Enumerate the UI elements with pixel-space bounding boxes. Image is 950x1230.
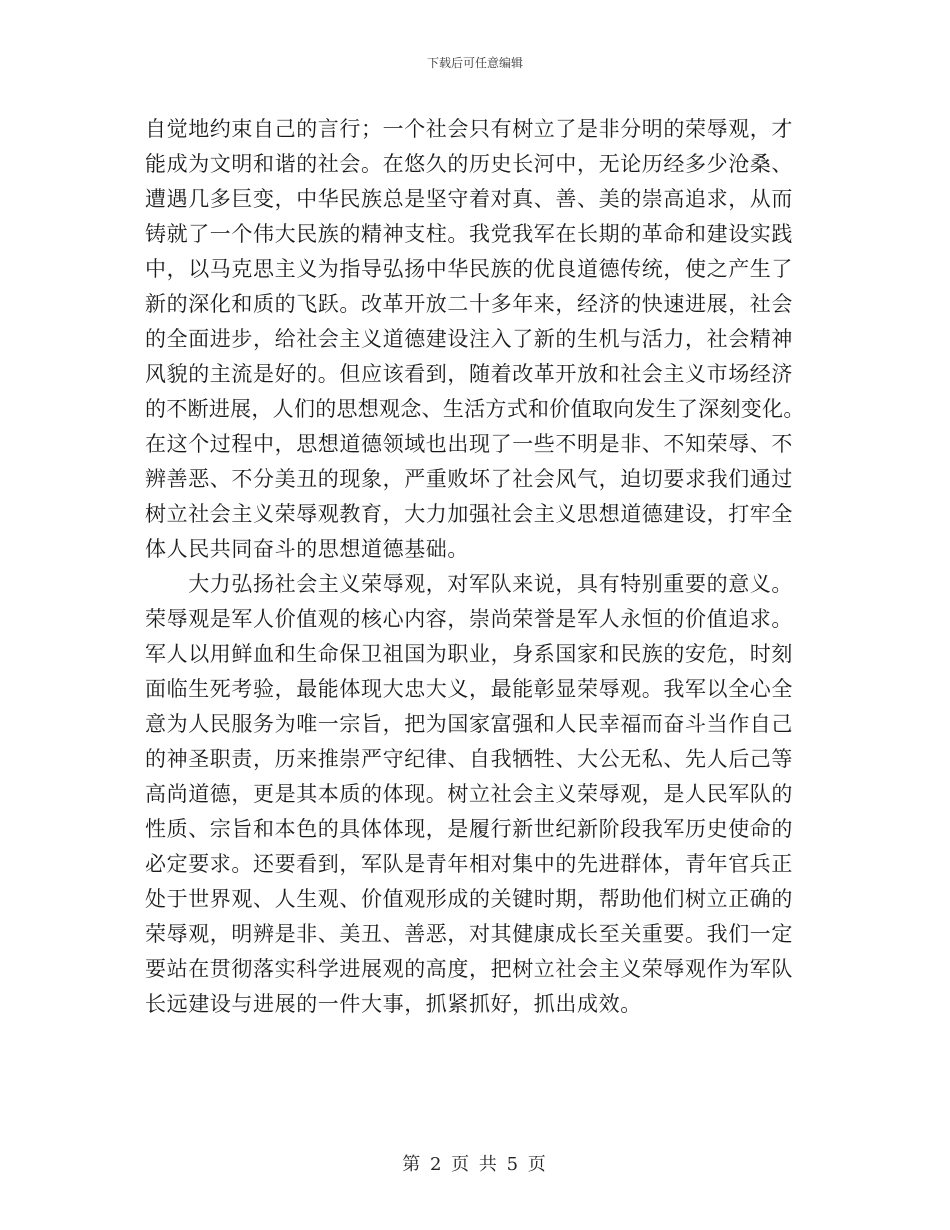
text-line: 大力弘扬社会主义荣辱观，对军队来说，具有特别重要的意义。 [145, 572, 793, 596]
text-line: 荣辱观是军人价值观的核心内容，崇尚荣誉是军人永恒的价值追求。 [145, 607, 793, 631]
text-line: 的神圣职责，历来推崇严守纪律、自我牺牲、大公无私、先人后己等 [145, 747, 793, 771]
text-line: 的全面进步，给社会主义道德建设注入了新的生机与活力，社会精神 [145, 327, 793, 351]
text-line: 意为人民服务为唯一宗旨，把为国家富强和人民幸福而奋斗当作自己 [145, 712, 793, 736]
text-line: 要站在贯彻落实科学进展观的高度，把树立社会主义荣辱观作为军队 [145, 957, 793, 981]
text-line: 荣辱观，明辨是非、美丑、善恶，对其健康成长至关重要。我们一定 [145, 922, 793, 946]
text-line: 长远建设与进展的一件大事，抓紧抓好，抓出成效。 [145, 992, 642, 1016]
text-line: 自觉地约束自己的言行；一个社会只有树立了是非分明的荣辱观，才 [145, 117, 793, 141]
text-line: 新的深化和质的飞跃。改革开放二十多年来，经济的快速进展，社会 [145, 292, 793, 316]
page-footer: 第 2 页 共 5 页 [402, 1154, 548, 1175]
text-line: 辨善恶、不分美丑的现象，严重败坏了社会风气，迫切要求我们通过 [145, 467, 793, 491]
text-line: 的不断进展，人们的思想观念、生活方式和价值取向发生了深刻变化。 [145, 397, 805, 421]
text-line: 在这个过程中，思想道德领域也出现了一些不明是非、不知荣辱、不 [145, 432, 793, 456]
text-line: 处于世界观、人生观、价值观形成的关键时期，帮助他们树立正确的 [145, 887, 793, 911]
text-line: 性质、宗旨和本色的具体体现，是履行新世纪新阶段我军历史使命的 [145, 817, 793, 841]
text-line: 必定要求。还要看到，军队是青年相对集中的先进群体，青年官兵正 [145, 852, 793, 876]
body-text [145, 112, 805, 1022]
text-line: 铸就了一个伟大民族的精神支柱。我党我军在长期的革命和建设实践 [145, 222, 793, 246]
text-line: 风貌的主流是好的。但应该看到，随着改革开放和社会主义市场经济 [145, 362, 793, 386]
text-line: 面临生死考验，最能体现大忠大义，最能彰显荣辱观。我军以全心全 [145, 677, 793, 701]
text-line: 体人民共同奋斗的思想道德基础。 [145, 537, 469, 561]
text-line: 中，以马克思主义为指导弘扬中华民族的优良道德传统，使之产生了 [145, 257, 793, 281]
text-line: 遭遇几多巨变，中华民族总是坚守着对真、善、美的崇高追求，从而 [145, 187, 793, 211]
text-line: 树立社会主义荣辱观教育，大力加强社会主义思想道德建设，打牢全 [145, 502, 793, 526]
text-line: 军人以用鲜血和生命保卫祖国为职业，身系国家和民族的安危，时刻 [145, 642, 793, 666]
page-header: 下载后可任意编辑 [426, 56, 523, 70]
text-line: 高尚道德，更是其本质的体现。树立社会主义荣辱观，是人民军队的 [145, 782, 793, 806]
text-line: 能成为文明和谐的社会。在悠久的历史长河中，无论历经多少沧桑、 [145, 152, 793, 176]
